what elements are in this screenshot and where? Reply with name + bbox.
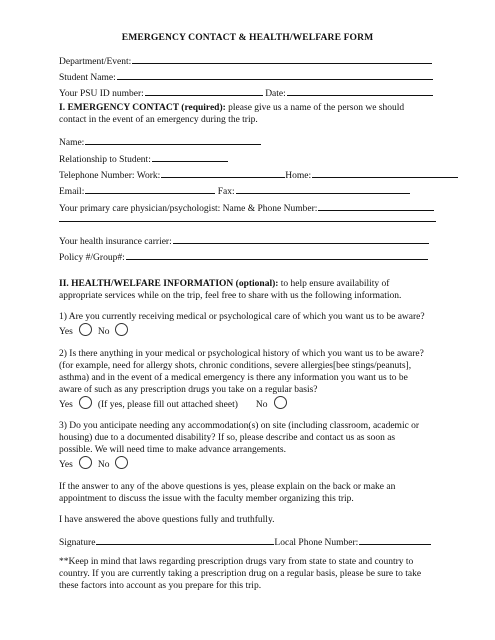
- question-2-line2: (for example, need for allergy shots, chronic conditions, severe allergies[bee stings/peanuts],: [59, 361, 412, 371]
- q2-yes-label: Yes: [59, 400, 73, 410]
- telephone-work-label: Telephone Number: Work:: [59, 171, 161, 181]
- email-field[interactable]: [85, 184, 215, 194]
- student-name-field[interactable]: [117, 70, 433, 80]
- department-row: [59, 54, 439, 68]
- truthful-statement: I have answered the above questions fully and truthfully.: [59, 515, 275, 525]
- contact-name-field[interactable]: [85, 135, 261, 145]
- policy-field[interactable]: [126, 250, 428, 260]
- note-line3: these factors into account as you prepare for this trip.: [59, 581, 262, 591]
- signature-label: Signature: [59, 538, 96, 548]
- note-line2: country. If you are currently taking a prescription drug on a regular basis, please be sure to take: [59, 569, 422, 579]
- local-phone-label: Local Phone Number:: [274, 538, 359, 548]
- note-line1: **Keep in mind that laws regarding prescription drugs vary from state to state and country to: [59, 557, 414, 567]
- question-1: 1) Are you currently receiving medical or psychological care of which you want us to be aware?: [59, 312, 425, 322]
- q2-no-label: No: [255, 400, 268, 410]
- section2-heading: II. HEALTH/WELFARE INFORMATION (optional):: [59, 279, 279, 289]
- q3-no-radio[interactable]: [115, 456, 128, 469]
- insurance-label: Your health insurance carrier:: [59, 237, 172, 247]
- insurance-row: [59, 234, 439, 248]
- q1-yes-label: Yes: [59, 327, 73, 337]
- form-title: EMERGENCY CONTACT & HEALTH/WELFARE FORM: [121, 32, 374, 43]
- psu-id-label: Your PSU ID number:: [59, 89, 144, 99]
- relationship-row: [59, 152, 439, 166]
- q3-yes-radio[interactable]: [79, 456, 92, 469]
- section2-intro-line1: to help ensure availability of: [278, 279, 390, 289]
- physician-row: [59, 201, 439, 215]
- explain-line1: If the answer to any of the above questions is yes, please explain on the back or make an: [59, 482, 396, 492]
- contact-name-label: Name:: [59, 138, 85, 148]
- q3-no-label: No: [97, 460, 110, 470]
- email-row: [59, 184, 439, 198]
- contact-name-row: [59, 135, 439, 149]
- department-field[interactable]: [132, 54, 432, 64]
- physician-continuation-line[interactable]: [59, 221, 436, 222]
- q2-no-radio[interactable]: [274, 396, 287, 409]
- section1-intro-line2: contact in the event of an emergency during the trip.: [59, 115, 258, 125]
- q3-answer-row: [59, 456, 439, 471]
- question-2-line3: asthma) and in the event of a medical emergency is there any information you want us to be: [59, 373, 408, 383]
- question-2-line4: aware of such as any prescription drugs you take on a regular basis?: [59, 385, 318, 395]
- q1-no-radio[interactable]: [115, 323, 128, 336]
- policy-label: Policy #/Group#:: [59, 253, 125, 263]
- q2-yes-radio[interactable]: [79, 396, 92, 409]
- relationship-label: Relationship to Student:: [59, 155, 151, 165]
- section2-intro-line2: appropriate services while on the trip, feel free to share with us the following information.: [59, 291, 402, 301]
- date-label: Date:: [265, 89, 286, 99]
- question-3-line3: possible. We will need time to make advance arrangements.: [59, 445, 286, 455]
- signature-row: [59, 535, 439, 549]
- section1-intro-line1: please give us a name of the person we should: [225, 103, 405, 113]
- psu-id-row: [59, 86, 439, 100]
- department-label: Department/Event:: [59, 57, 132, 67]
- q1-yes-radio[interactable]: [79, 323, 92, 336]
- fax-label: Fax:: [217, 187, 235, 197]
- q1-no-label: No: [97, 327, 110, 337]
- question-3-line1: 3) Do you anticipate needing any accommodation(s) on site (including classroom, academic or: [59, 421, 420, 431]
- student-name-row: [59, 70, 439, 84]
- student-name-label: Student Name:: [59, 73, 116, 83]
- q2-answer-row: [59, 396, 439, 411]
- section2-intro: [59, 278, 439, 290]
- physician-field[interactable]: [318, 201, 434, 211]
- question-3-line2: housing) due to a documented disability? If so, please describe and contact us as soon as: [59, 433, 396, 443]
- section1-intro: [59, 102, 439, 114]
- telephone-row: [59, 168, 439, 182]
- telephone-home-label: Home:: [285, 171, 312, 181]
- telephone-home-field[interactable]: [312, 168, 458, 178]
- email-label: Email:: [59, 187, 85, 197]
- psu-id-field[interactable]: [145, 86, 263, 96]
- signature-field[interactable]: [96, 535, 274, 545]
- insurance-field[interactable]: [173, 234, 429, 244]
- q1-answer-row: [59, 323, 439, 338]
- telephone-work-field[interactable]: [161, 168, 285, 178]
- explain-line2: appointment to discuss the issue with the faculty member organizing this trip.: [59, 494, 354, 504]
- physician-label: Your primary care physician/psychologist: Name & Phone Number:: [59, 204, 318, 214]
- q2-yes-note: (If yes, please fill out attached sheet): [97, 400, 238, 410]
- policy-row: [59, 250, 439, 264]
- relationship-field[interactable]: [152, 152, 228, 162]
- local-phone-field[interactable]: [359, 535, 431, 545]
- fax-field[interactable]: [236, 184, 410, 194]
- q3-yes-label: Yes: [59, 460, 73, 470]
- date-field[interactable]: [287, 86, 433, 96]
- question-2-line1: 2) Is there anything in your medical or psychological history of which you want us to be aware?: [59, 349, 424, 359]
- section1-heading: I. EMERGENCY CONTACT (required):: [59, 103, 226, 113]
